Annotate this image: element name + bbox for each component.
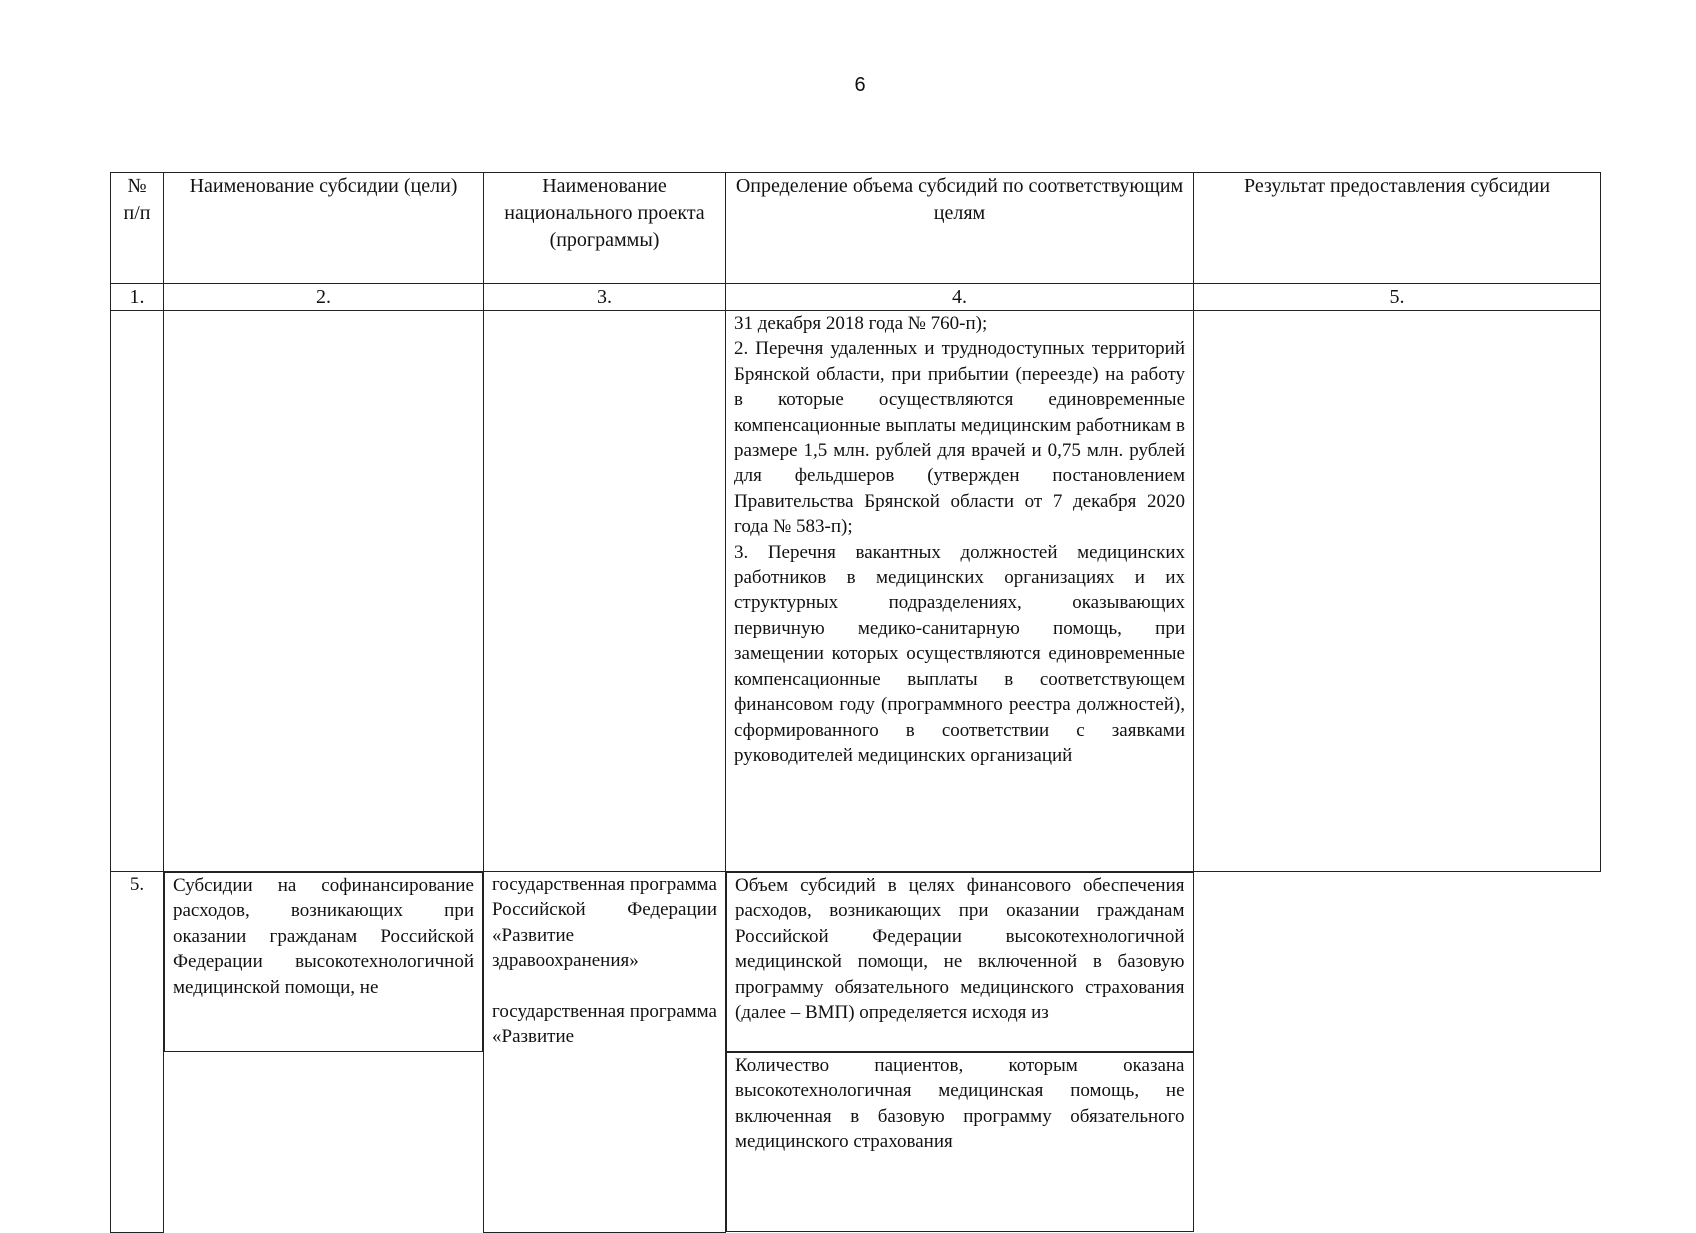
paragraph-gap — [492, 974, 717, 999]
column-number-4: 4. — [726, 284, 1194, 311]
paragraph-remote-territories: 2. Перечня удаленных и труднодоступных территорий Брянской области, при прибытии (переезде) на работу в которые осуществляются единовременные компенсационные выплаты медицинским работникам в размере 1,5 млн. рублей для врачей и 0,75 млн. рублей для фельдшеров (утвержден постановлением Правительства Брянской области от 7 декабря 2020 года № 583-п); — [734, 338, 1185, 538]
column-numbers-row — [111, 284, 1601, 311]
header-cell-result: Результат предоставления субсидии — [1194, 173, 1601, 284]
cell-continued-number — [111, 311, 164, 872]
table-row-continued — [111, 311, 1601, 872]
cell-continued-subsidy — [164, 311, 484, 872]
header-cell-national-project: Наименование национального проекта (программы) — [484, 173, 726, 284]
cell-continued-result — [1194, 311, 1601, 872]
cell-continued-project — [484, 311, 726, 872]
paragraph-regional-program: государственная программа «Развитие — [492, 1000, 717, 1048]
header-cell-volume-definition: Определение объема субсидий по соответствующим целям — [726, 173, 1194, 284]
column-number-5: 5. — [1194, 284, 1601, 311]
paragraph-decree-end: 31 декабря 2018 года № 760-п); — [734, 313, 988, 334]
cell-row5-project — [484, 872, 726, 1233]
header-cell-subsidy-name: Наименование субсидии (цели) — [164, 173, 484, 284]
cell-row5-subsidy: Субсидии на софинансирование расходов, возникающих при оказании гражданам Российской Федерации высокотехнологичной медицинской помощи, не — [164, 872, 483, 1052]
table-row-5 — [111, 872, 1601, 1233]
paragraph-federal-program: государственная программа Российской Федерации «Развитие здравоохранения» — [492, 874, 717, 972]
subsidy-table — [110, 172, 1601, 1233]
table-header-row — [111, 173, 1601, 284]
header-cell-number: № п/п — [111, 173, 164, 284]
cell-row5-number: 5. — [111, 872, 164, 1233]
paragraph-vacant-positions: 3. Перечня вакантных должностей медицинских работников в медицинских организациях и их структурных подразделениях, оказывающих первичную медико-санитарную помощь, при замещении которых осуществляются единовременные компенсационные выплаты в соответствующем финансовом году (программного реестра должностей), сформированного в соответствии с заявками руководителей медицинских организаций — [734, 541, 1185, 766]
column-number-1: 1. — [111, 284, 164, 311]
cell-row5-volume: Объем субсидий в целях финансового обеспечения расходов, возникающих при оказании гражданам Российской Федерации высокотехнологичной медицинской помощи, не включенной в базовую программу обязательного медицинского страхования (далее – ВМП) определяется исходя из — [726, 872, 1194, 1052]
column-number-2: 2. — [164, 284, 484, 311]
column-number-3: 3. — [484, 284, 726, 311]
page-number: 6 — [854, 74, 866, 96]
cell-row5-result: Количество пациентов, которым оказана высокотехнологичная медицинская помощь, не включенная в базовую программу обязательного медицинского страхования — [726, 1052, 1194, 1232]
cell-continued-volume — [726, 311, 1194, 872]
